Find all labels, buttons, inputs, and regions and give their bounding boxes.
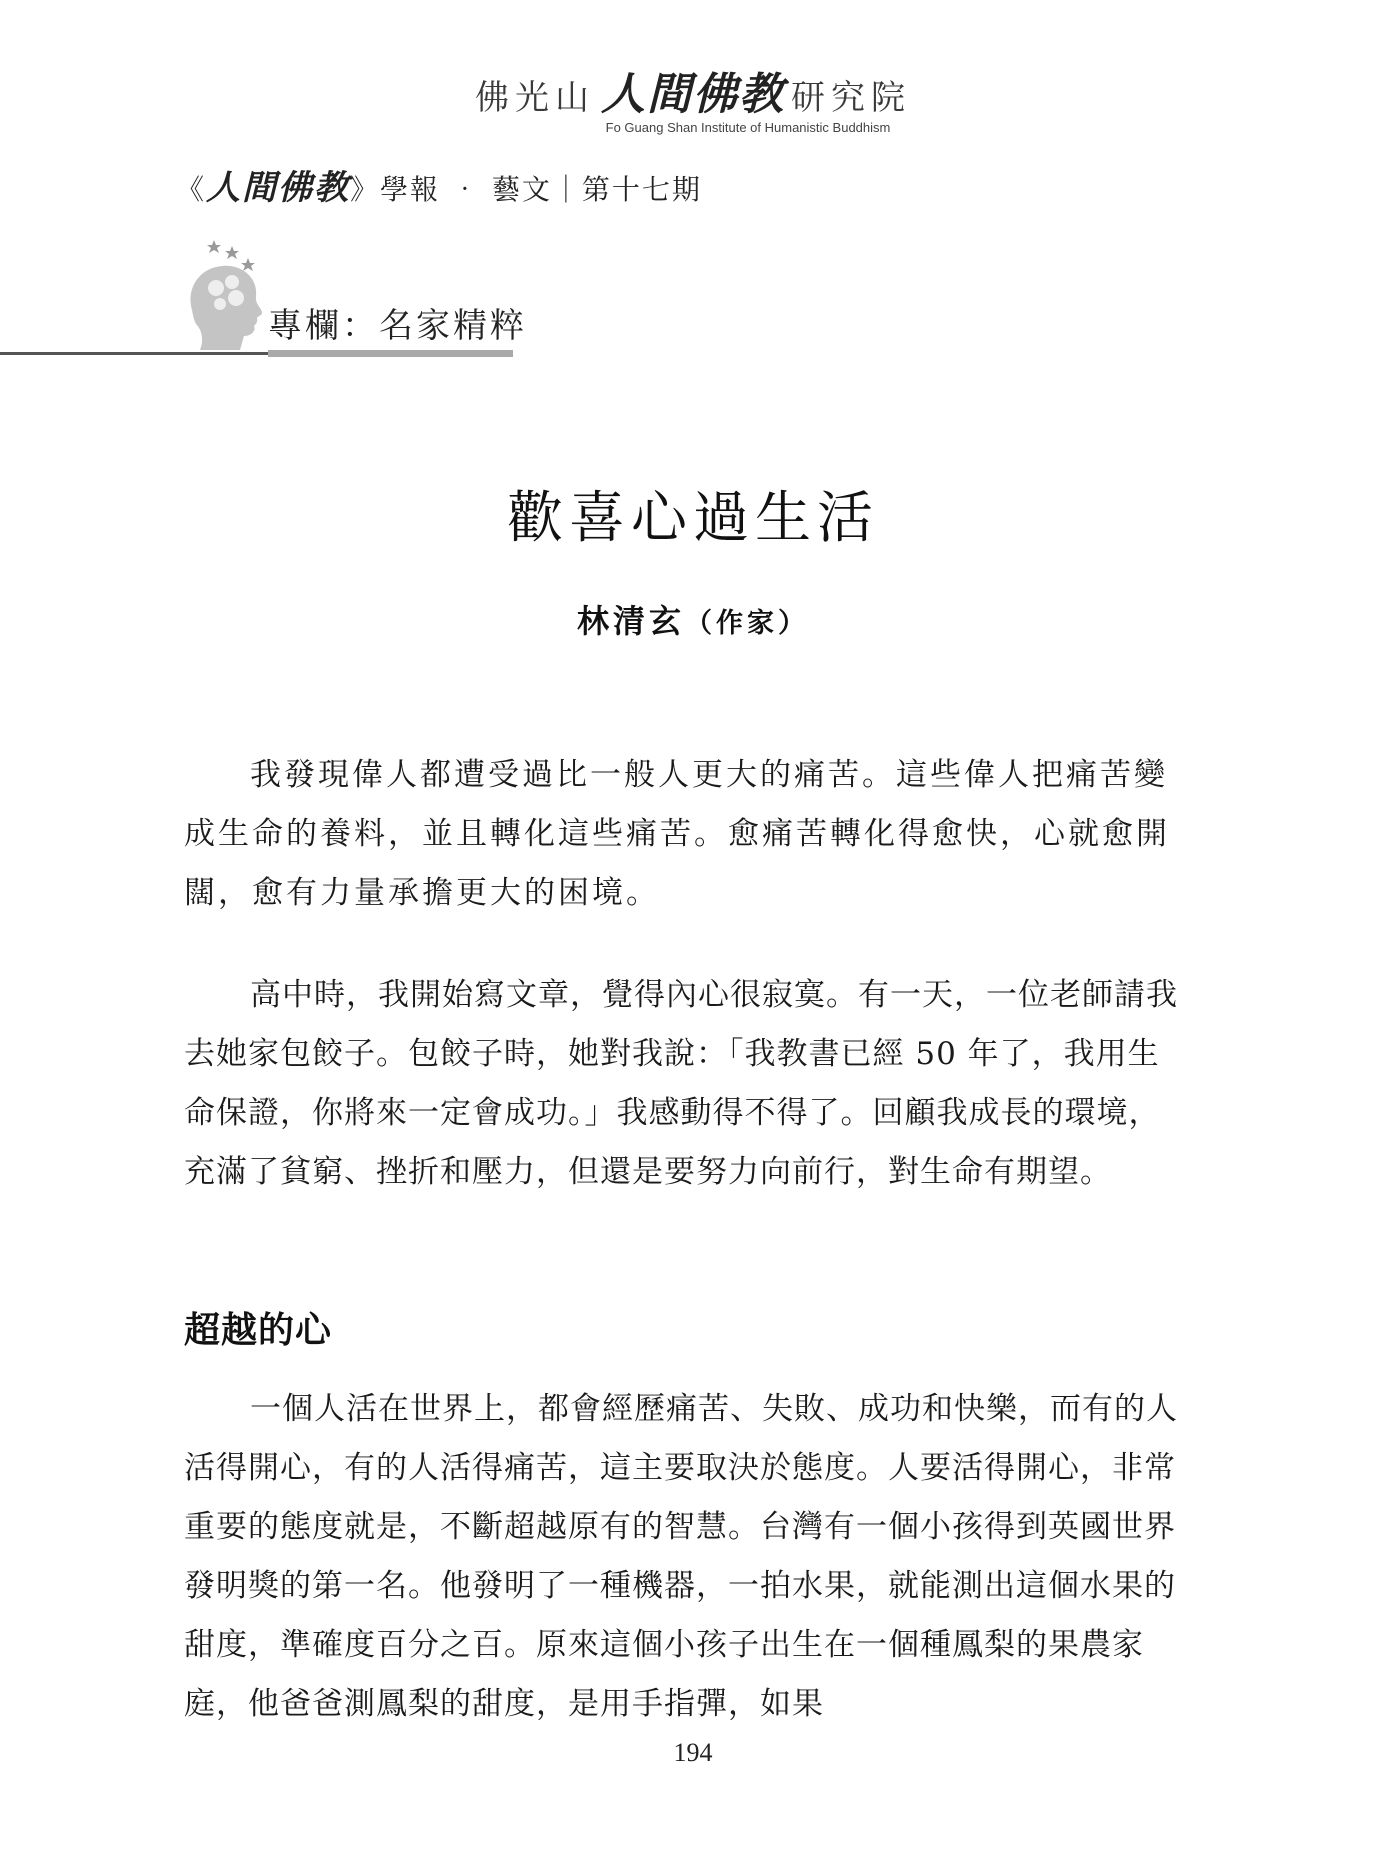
institute-name (0, 58, 1386, 122)
author-name: 林清玄 (576, 602, 685, 640)
journal-issue-line (176, 160, 702, 209)
journal-open-bracket: 《 (176, 173, 207, 206)
column-banner (0, 232, 527, 362)
column-divider-dark (0, 352, 268, 355)
institute-logo: 人間佛教 (601, 69, 785, 120)
institute-header (0, 58, 1386, 135)
body-paragraph-3: 一個人活在世界上，都會經歷痛苦、失敗、成功和快樂，而有的人活得開心，有的人活得痛苦，這主要取決於態度。人要活得開心，非常重要的態度就是，不斷超越原有的智慧。台灣有一個小孩得到英國世界發明獎的第一名。他發明了一種機器，一拍水果，就能測出這個水果的甜度，準確度百分之百。原來這個小孩子出生在一個種鳳梨的果農家庭，他爸爸測鳳梨的甜度，是用手指彈，如果 (184, 1391, 1178, 1722)
journal-issue-text: 》學報 ‧ 藝文｜第十七期 (350, 173, 702, 206)
article-author (0, 596, 1386, 642)
institute-prefix: 佛光山 (475, 78, 595, 118)
column-divider-light (268, 350, 513, 357)
journal-logo: 人間佛教 (206, 168, 351, 208)
head-stars-icon (178, 232, 278, 352)
body-paragraph-2: 高中時，我開始寫文章，覺得內心很寂寞。有一天，一位老師請我去她家包餃子。包餃子時，她對我說：「我教書已經 50 年了，我用生命保證，你將來一定會成功。」我感動得不得了。回顧我成長的環境，充滿了貧窮、挫折和壓力，但還是要努力向前行，對生命有期望。 (184, 977, 1178, 1190)
institute-english-name: Fo Guang Shan Institute of Humanistic Buddhism (605, 120, 891, 135)
article-title: 歡喜心過生活 (507, 486, 879, 551)
section-heading: 超越的心 (184, 1309, 333, 1351)
column-title: 專欄：名家精粹 (268, 306, 527, 346)
body-paragraph-1: 我發現偉人都遭受過比一般人更大的痛苦。這些偉人把痛苦變成生命的養料，並且轉化這些痛苦。愈痛苦轉化得愈快，心就愈開闊，愈有力量承擔更大的困境。 (184, 757, 1170, 911)
institute-suffix: 研究院 (791, 78, 911, 118)
author-role: （作家） (685, 608, 809, 639)
page-number: 194 (673, 1738, 713, 1767)
